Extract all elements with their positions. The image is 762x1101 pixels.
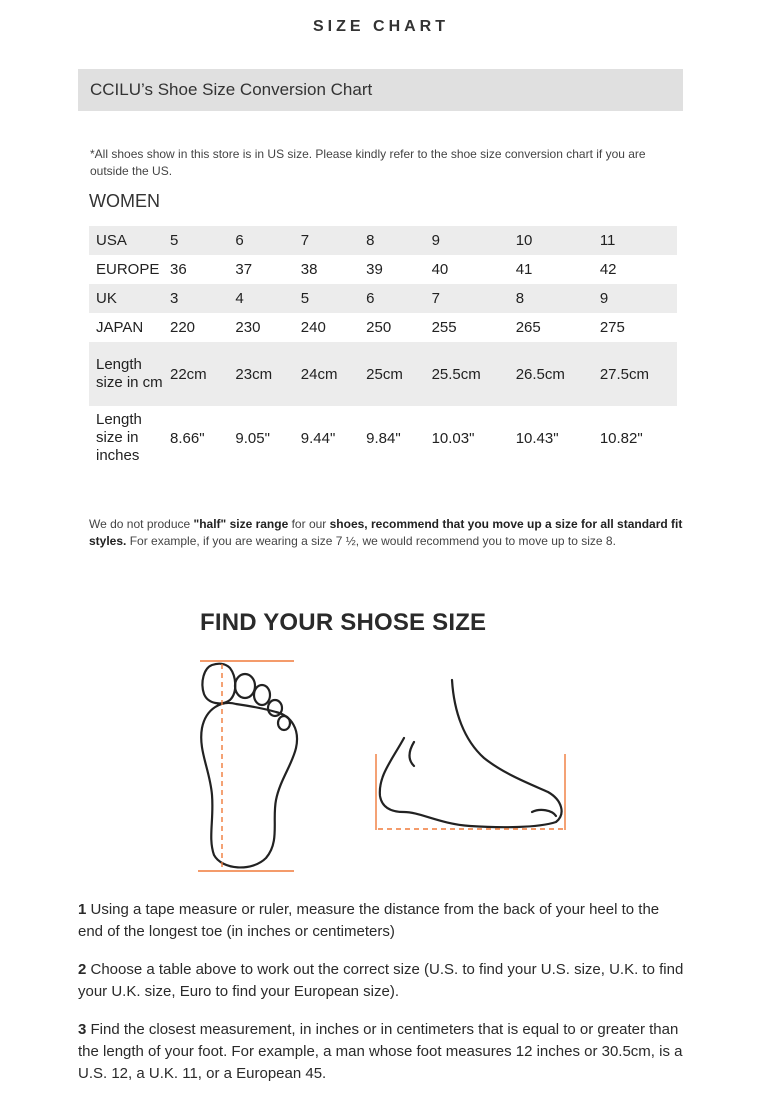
table-cell: 10.43" — [515, 429, 559, 447]
table-cell: 275 — [599, 319, 625, 336]
measurement-steps — [78, 899, 688, 1101]
table-row-uk — [89, 284, 677, 313]
table-cell: 265 — [515, 319, 541, 336]
table-cell: 10.82" — [599, 429, 643, 447]
step-3 — [78, 1019, 688, 1085]
table-row-length-cm — [89, 342, 677, 406]
row-label: Length size in inches — [96, 411, 142, 464]
row-label: EUROPE — [96, 261, 160, 278]
step-number: 3 — [78, 1021, 87, 1038]
table-cell: 9.44" — [300, 429, 336, 447]
table-cell: 7 — [431, 290, 440, 307]
table-cell: 8 — [366, 232, 375, 249]
table-cell: 11 — [599, 232, 616, 249]
table-cell: 37 — [235, 261, 253, 278]
table-cell: 42 — [599, 261, 617, 278]
foot-sole-illustration — [201, 664, 297, 868]
page-title: SIZE CHART — [313, 18, 449, 35]
row-label: JAPAN — [96, 319, 144, 336]
half-note-bold: "half" size range — [193, 517, 289, 531]
table-cell: 9 — [431, 232, 440, 249]
table-cell: 5 — [300, 290, 310, 307]
table-cell: 255 — [431, 319, 457, 336]
step-2 — [78, 959, 688, 1003]
table-cell: 26.5cm — [515, 365, 565, 383]
step-text: Find the closest measurement, in inches or in centimeters that is equal to or greater than the length of your foot. For example, a man whose foot measures 12 inches or 30.5cm, is a U.S. 12, a U.K. 11, or a European 45. — [78, 1021, 683, 1082]
table-cell: 6 — [235, 232, 244, 249]
table-cell: 3 — [170, 290, 179, 307]
table-cell: 41 — [515, 261, 533, 278]
half-note-text: We do not produce — [89, 517, 194, 531]
table-cell: 8 — [515, 290, 525, 307]
table-cell: 27.5cm — [599, 365, 650, 383]
table-cell: 38 — [300, 261, 318, 278]
row-label: Length size in cm — [96, 356, 163, 391]
table-cell: 23cm — [235, 365, 273, 383]
table-cell: 240 — [300, 319, 326, 336]
table-cell: 4 — [235, 290, 244, 307]
foot-side-illustration — [380, 680, 562, 827]
row-label: UK — [96, 290, 117, 307]
table-cell: 250 — [366, 319, 392, 336]
table-cell: 40 — [431, 261, 449, 278]
table-cell: 5 — [170, 232, 179, 249]
table-cell: 220 — [170, 319, 196, 336]
table-cell: 24cm — [300, 365, 338, 383]
table-cell: 36 — [170, 261, 187, 278]
step-number: 1 — [78, 901, 87, 918]
table-row-length-inches — [89, 406, 677, 470]
us-size-note: *All shoes show in this store is in US size. Please kindly refer to the shoe size conversion chart if you are outside the US. — [90, 147, 646, 178]
find-size-title: FIND YOUR SHOSE SIZE — [200, 609, 487, 636]
table-cell: 230 — [235, 319, 261, 336]
table-cell: 7 — [300, 232, 310, 249]
step-number: 2 — [78, 961, 87, 978]
chart-banner: CCILU’s Shoe Size Conversion Chart — [78, 69, 683, 111]
table-cell: 9.84" — [366, 429, 401, 447]
section-title-women: WOMEN — [89, 191, 160, 211]
table-row-japan — [89, 313, 677, 342]
table-row-europe — [89, 255, 677, 284]
table-cell: 6 — [366, 290, 375, 307]
step-text: Choose a table above to work out the correct size (U.S. to find your U.S. size, U.K. to find your U.K. size, Euro to find your European size). — [78, 961, 684, 1000]
table-cell: 25.5cm — [431, 365, 481, 383]
table-row-usa — [89, 226, 677, 255]
table-cell: 9 — [599, 290, 609, 307]
table-cell: 8.66" — [170, 429, 205, 447]
table-cell: 22cm — [170, 365, 207, 383]
table-cell: 25cm — [366, 365, 403, 383]
step-text: Using a tape measure or ruler, measure the distance from the back of your heel to the end of the longest toe (in inches or centimeters) — [78, 901, 660, 940]
table-cell: 39 — [366, 261, 383, 278]
half-note-text: for our — [288, 517, 330, 531]
half-note-bold: shoes, recommend that you move up a size for all standard fit styles. — [89, 517, 683, 548]
table-cell: 9.05" — [235, 429, 270, 447]
table-cell: 10 — [515, 232, 533, 249]
foot-measure-diagram — [0, 640, 762, 890]
row-label: USA — [96, 232, 127, 249]
step-1 — [78, 899, 688, 943]
side-length-marks — [376, 754, 565, 830]
half-size-note — [89, 516, 689, 550]
table-cell: 10.03" — [431, 429, 475, 447]
half-note-text: For example, if you are wearing a size 7 ½, we would recommend you to move up to size 8. — [126, 534, 616, 548]
size-conversion-table — [89, 226, 677, 470]
